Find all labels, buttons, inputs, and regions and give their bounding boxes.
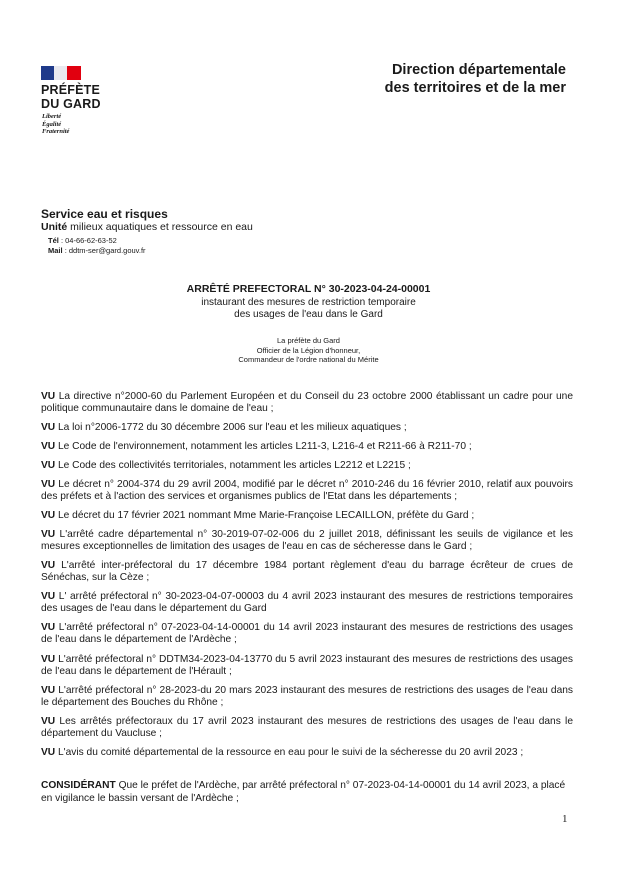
contact-mail <box>48 246 146 256</box>
vu-item <box>41 510 573 522</box>
vu-item <box>41 529 573 553</box>
vu-keyword: VU <box>41 716 56 727</box>
vu-keyword: VU <box>41 622 56 633</box>
vu-item <box>41 685 573 709</box>
considerant-text: Que le préfet de l'Ardèche, par arrêté préfectoral n° 07-2023-04-14-00001 du 14 avril 2023, a placé en vigilance le bassin versant de l'Ardèche ; <box>41 780 566 804</box>
vu-keyword: VU <box>41 422 56 433</box>
vu-keyword: VU <box>41 685 56 696</box>
republic-flag-logo-icon <box>41 66 81 80</box>
vu-text: L'avis du comité départemental de la ressource en eau pour le suivi de la sécheresse du 20 avril 2023 ; <box>58 747 524 758</box>
vu-text: La loi n°2006-1772 du 30 décembre 2006 sur l'eau et les milieux aquatiques ; <box>58 422 407 433</box>
page-number: 1 <box>562 813 568 825</box>
direction-line-1: Direction départementale <box>391 62 566 78</box>
direction-line-2: des territoires et de la mer <box>384 80 566 96</box>
tel-value: : 04-66-62-63-52 <box>60 236 117 245</box>
flag-blue-band <box>41 66 54 80</box>
vu-item <box>41 460 573 472</box>
vu-keyword: VU <box>41 560 56 571</box>
signatory-line-1: La préfète du Gard <box>277 336 340 345</box>
vu-keyword: VU <box>41 460 56 471</box>
vu-keyword: VU <box>41 510 56 521</box>
prefecture-name <box>41 83 101 111</box>
service-contact <box>48 236 146 256</box>
prefecture-line-2: DU GARD <box>41 97 101 111</box>
vu-item <box>41 422 573 434</box>
vu-text: Les arrêtés préfectoraux du 17 avril 2023 instaurant des mesures de restrictions des usages de l'eau dans le département du Vaucluse ; <box>41 716 573 739</box>
vu-keyword: VU <box>41 591 56 602</box>
motto-liberte: Liberté <box>42 113 62 120</box>
vu-text: L'arrêté inter-préfectoral du 17 décembre 1984 portant règlement d'eau du barrage écrêteur de crues de Sénéchas, sur la Cèze ; <box>41 560 573 583</box>
arrete-title: ARRÊTÉ PREFECTORAL N° 30-2023-04-24-00001 <box>186 283 431 295</box>
direction-title <box>385 61 566 97</box>
vu-keyword: VU <box>41 747 56 758</box>
vu-keyword: VU <box>41 654 56 665</box>
vu-text: Le décret n° 2004-374 du 29 avril 2004, modifié par le décret n° 2010-246 du 16 février 2010, relatif aux pouvoirs des préfets et à l'action des services et organismes publics de l'Etat dans les départements ; <box>41 479 573 502</box>
arrete-subtitle-line-2: des usages de l'eau dans le Gard <box>234 309 383 320</box>
arrete-subtitle <box>0 297 617 321</box>
vu-item <box>41 654 573 678</box>
arrete-subtitle-line-1: instaurant des mesures de restriction temporaire <box>201 297 416 308</box>
considerant-keyword: CONSIDÉRANT <box>41 780 116 791</box>
vu-keyword: VU <box>41 391 56 402</box>
vu-text: L'arrêté préfectoral n° 28-2023-du 20 mars 2023 instaurant des mesures de restrictions des usages de l'eau dans le département des Bouches du Rhône ; <box>41 685 573 708</box>
unit-label: Unité <box>41 221 68 233</box>
vu-item <box>41 441 573 453</box>
prefecture-line-1: PRÉFÈTE <box>41 83 101 97</box>
vu-text: Le Code des collectivités territoriales, notamment les articles L2212 et L2215 ; <box>58 460 411 471</box>
vu-text: Le décret du 17 février 2021 nommant Mme Marie-Françoise LECAILLON, préfète du Gard ; <box>58 510 475 521</box>
vu-item <box>41 591 573 615</box>
vu-item <box>41 479 573 503</box>
tel-label: Tél <box>48 236 59 245</box>
signatory-line-3: Commandeur de l'ordre national du Mérite <box>238 355 379 364</box>
mail-label: Mail <box>48 246 63 255</box>
flag-red-band <box>67 66 81 80</box>
service-unit <box>41 221 253 233</box>
signatory-line-2: Officier de la Légion d'honneur, <box>256 345 361 355</box>
vu-keyword: VU <box>41 441 56 452</box>
vu-text: L'arrêté préfectoral n° 07-2023-04-14-00001 du 14 avril 2023 instaurant des mesures de restrictions des usages de l'eau dans le département de l'Ardèche ; <box>41 622 573 645</box>
contact-tel <box>48 236 146 246</box>
vu-text: L' arrêté préfectoral n° 30-2023-04-07-00003 du 4 avril 2023 instaurant des mesures de restrictions temporaires des usages de l'eau dans le département du Gard <box>41 591 573 614</box>
vu-item <box>41 747 573 759</box>
vu-item <box>41 560 573 584</box>
motto-egalite: Égalité <box>42 120 62 128</box>
mail-value: : ddtm-ser@gard.gouv.fr <box>64 246 146 255</box>
motto-fraternite: Fraternité <box>42 128 70 135</box>
signatory-block <box>0 336 617 365</box>
vu-item <box>41 622 573 646</box>
vu-keyword: VU <box>41 479 56 490</box>
vu-text: La directive n°2000-60 du Parlement Européen et du Conseil du 23 octobre 2000 établissant un cadre pour une politique communautaire dans le domaine de l'eau ; <box>41 391 573 414</box>
considerant-paragraph <box>41 779 573 805</box>
vu-text: L'arrêté préfectoral n° DDTM34-2023-04-13770 du 5 avril 2023 instaurant des mesures de restrictions des usages de l'eau dans le département de l'Hérault ; <box>41 654 573 677</box>
vu-item <box>41 716 573 740</box>
service-name: Service eau et risques <box>41 207 168 221</box>
vu-item <box>41 391 573 415</box>
flag-white-band <box>54 66 67 80</box>
vu-text: Le Code de l'environnement, notamment les articles L211-3, L216-4 et R211-66 à R211-70 ; <box>58 441 472 452</box>
unit-text: milieux aquatiques et ressource en eau <box>70 221 253 233</box>
republic-motto <box>42 113 69 136</box>
vu-text: L'arrêté cadre départemental n° 30-2019-07-02-006 du 2 juillet 2018, définissant les seuils de vigilance et les mesures exceptionnelles de limitation des usages de l'eau en cas de sécheresse dans le Gard ; <box>41 529 573 552</box>
vu-keyword: VU <box>41 529 56 540</box>
